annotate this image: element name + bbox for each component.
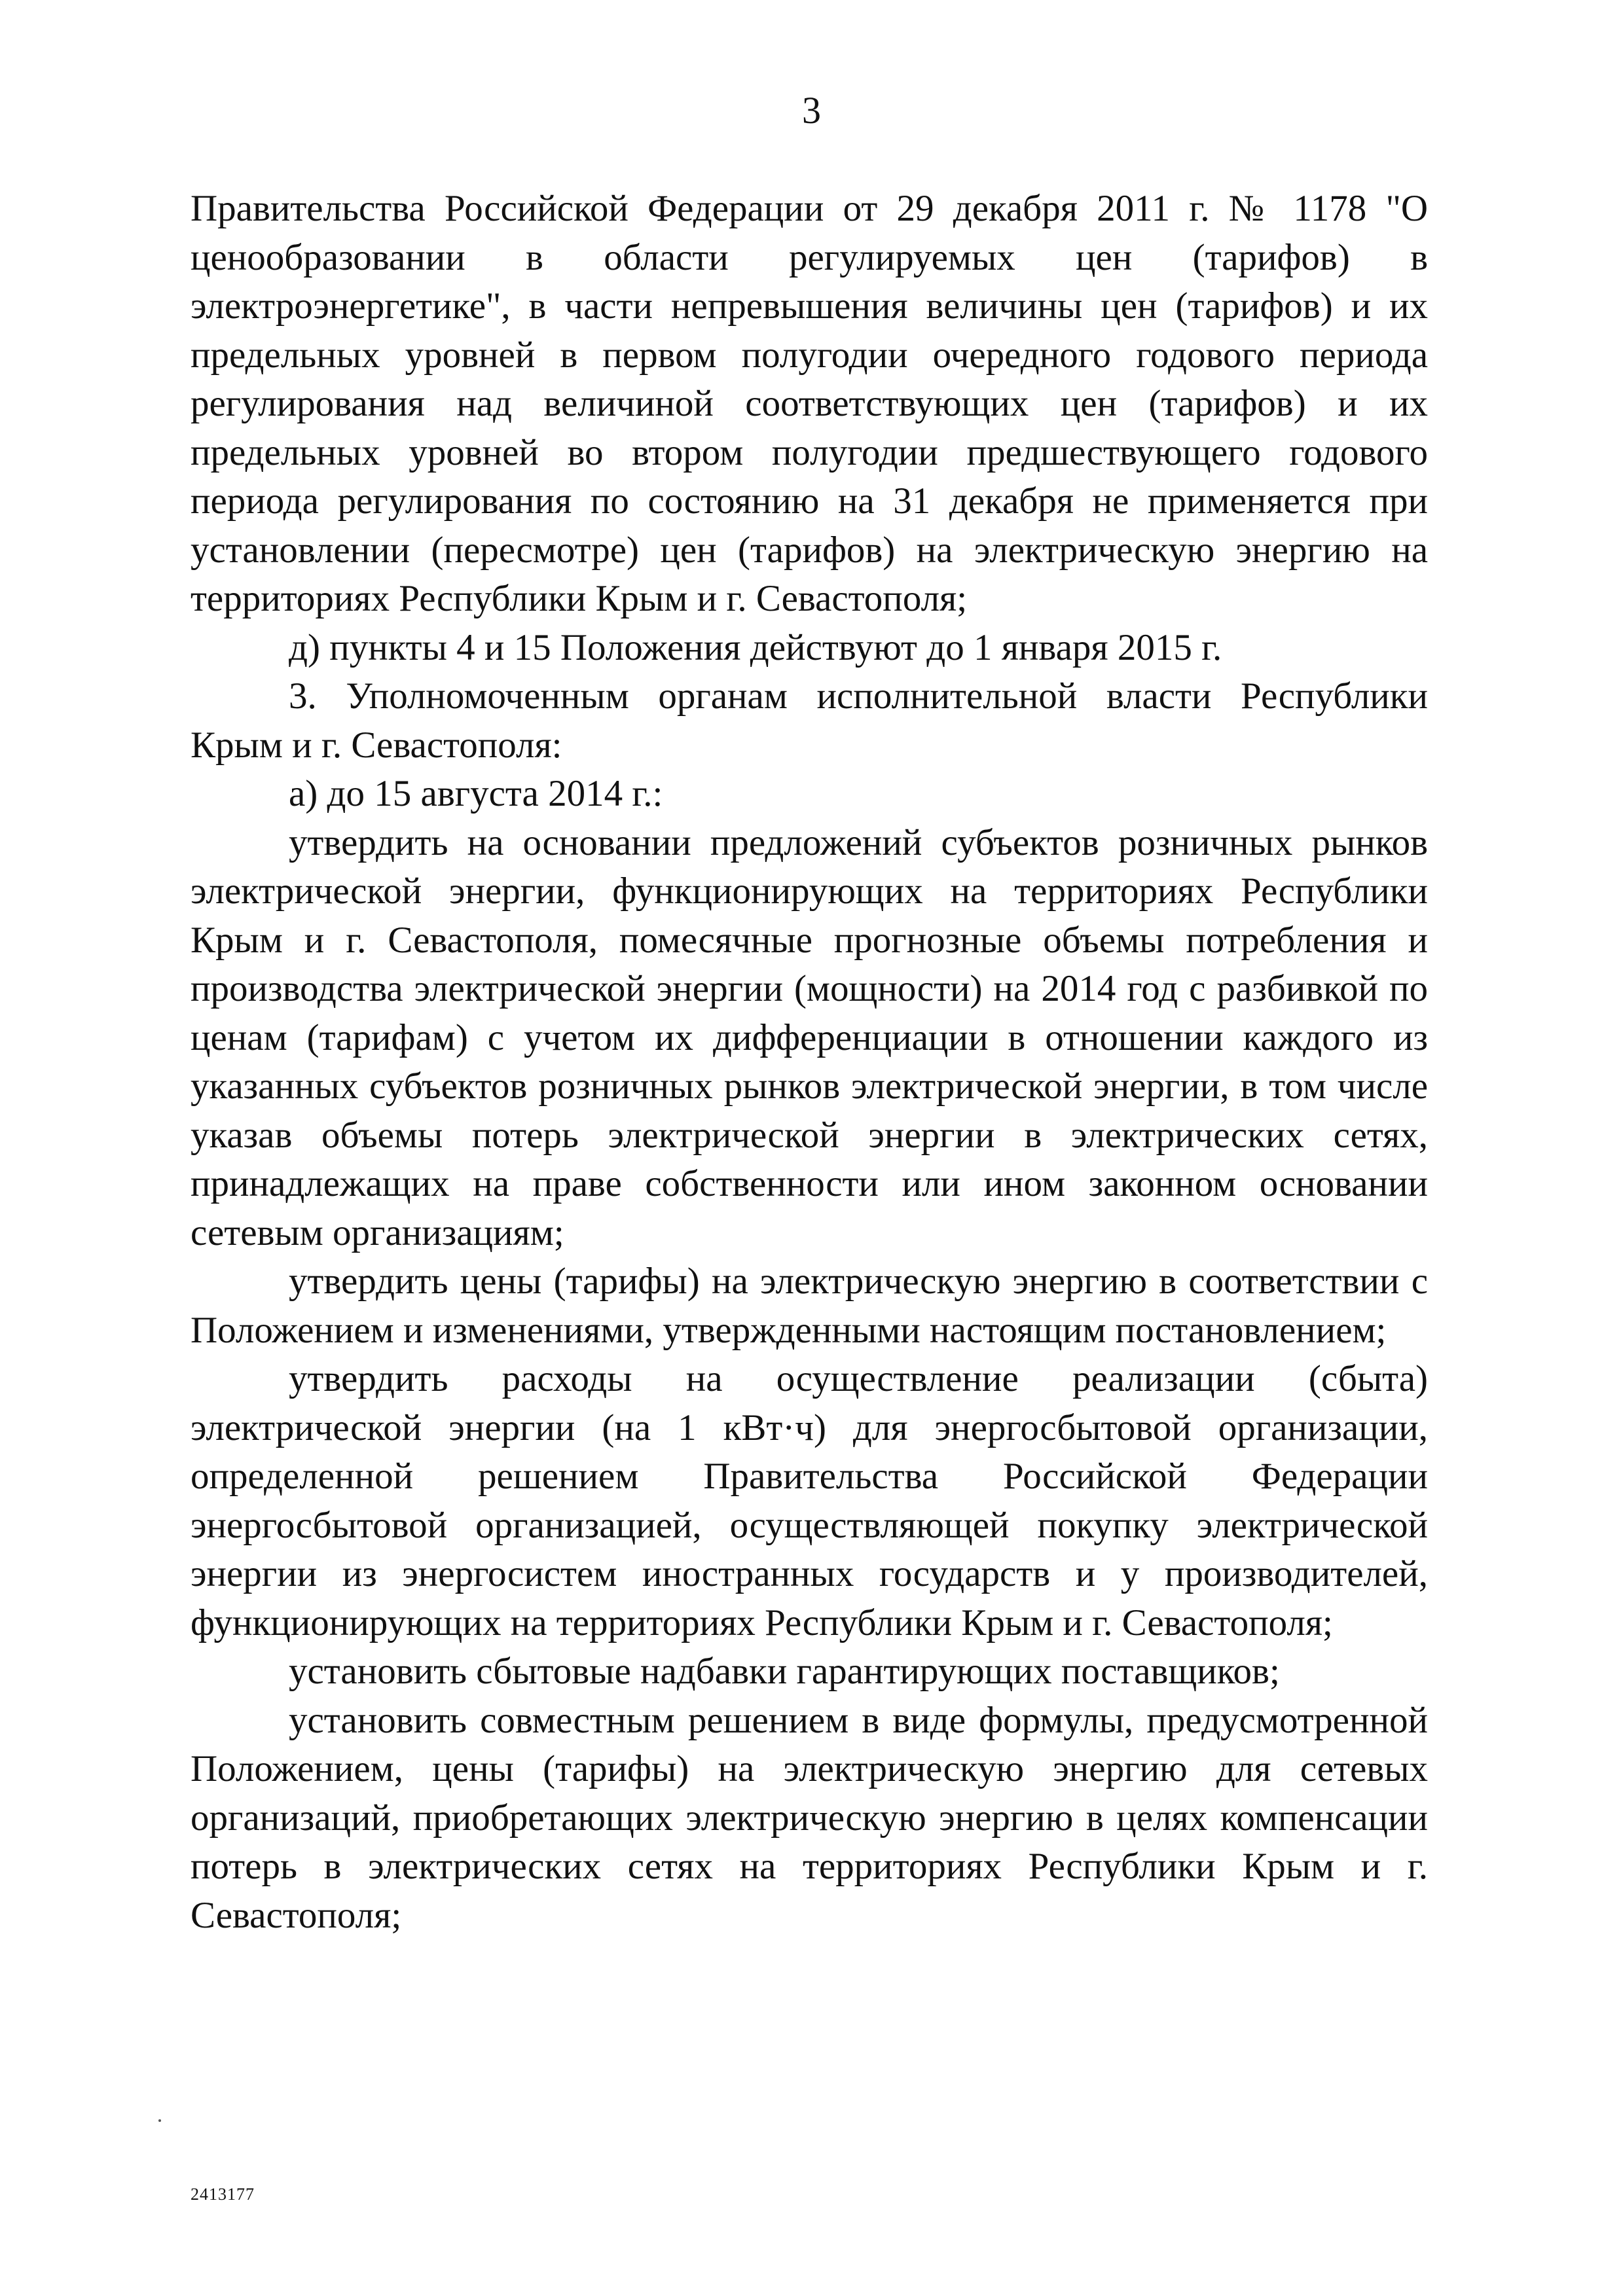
paragraph-approve-prices: утвердить цены (тарифы) на электрическую энергию в соответствии с Положением и изменениями, утвержденными настоящим постановлением; [191, 1261, 1428, 1351]
paragraph-section-3: 3. Уполномоченным органам исполнительной власти Республики Крым и г. Севастополя: [191, 675, 1428, 766]
page-number: 3 [802, 89, 821, 132]
document-body [191, 185, 1428, 1940]
paragraph-approve-volumes: утвердить на основании предложений субъектов розничных рынков электрической энергии, функционирующих на территориях Республики Крым и г. Севастополя, помесячные прогнозные объемы потребления и производства электрической энергии (мощности) на 2014 год с разбивкой по ценам (тарифам) с учетом их дифференциации в отношении каждого из указанных субъектов розничных рынков электрической энергии, в том числе указав объемы потерь электрической энергии в электрических сетях, принадлежащих на праве собственности или ином законном основании сетевым организациям; [191, 821, 1428, 1253]
paragraph-approve-expenses: утвердить расходы на осуществление реализации (сбыта) электрической энергии (на 1 кВт·ч) для энергосбытовой организации, определенной решением Правительства Российской Федерации энергосбытовой организацией, осуществляющей покупку электрической энергии из энергосистем иностранных государств и у производителей, функционирующих на территориях Республики Крым и г. Севастополя; [191, 1358, 1428, 1643]
paragraph-continuation: Правительства Российской Федерации от 29 декабря 2011 г. № 1178 "О ценообразовании в области регулируемых цен (тарифов) в электроэнергетике", в части непревышения величины цен (тарифов) и их предельных уровней в первом полугодии очередного годового периода регулирования над величиной соответствующих цен (тарифов) и их предельных уровней во втором полугодии предшествующего годового периода регулирования по состоянию на 31 декабря не применяется при установлении (пересмотре) цен (тарифов) на электрическую энергию на территориях Республики Крым и г. Севастополя; [191, 188, 1428, 619]
paragraph-set-markups: установить сбытовые надбавки гарантирующих поставщиков; [289, 1651, 1280, 1692]
document-id: 2413177 [191, 2185, 255, 2204]
paragraph-item-a: а) до 15 августа 2014 г.: [289, 773, 663, 814]
paragraph-item-d: д) пункты 4 и 15 Положения действуют до 1 января 2015 г. [289, 626, 1222, 668]
paragraph-set-network-prices: установить совместным решением в виде формулы, предусмотренной Положением, цены (тарифы) на электрическую энергию для сетевых организаций, приобретающих электрическую энергию в целях компенсации потерь в электрических сетях на территориях Республики Крым и г. Севастополя; [191, 1699, 1428, 1936]
scan-speck [158, 2119, 161, 2122]
